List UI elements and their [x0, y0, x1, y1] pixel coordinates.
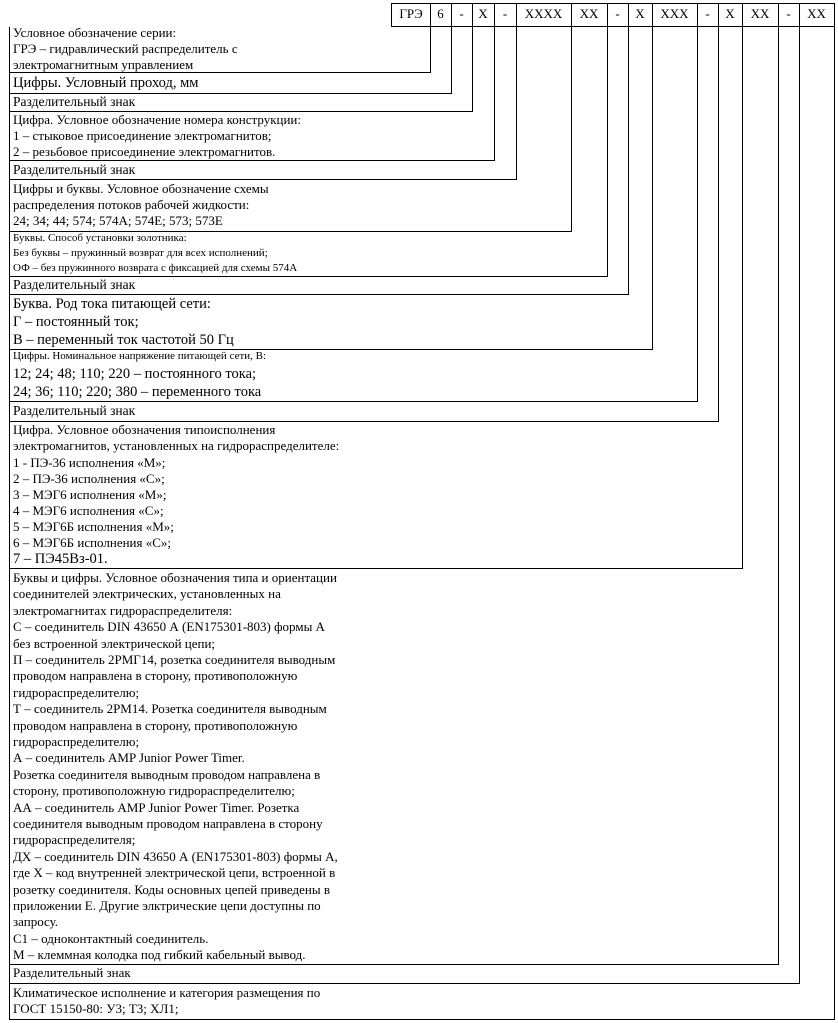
text-line: М – клеммная колодка под гибкий кабельный вывод.: [13, 947, 306, 963]
text-line: соединителя выводным проводом направлена в сторону: [13, 816, 323, 831]
text-line: сторону, противоположную гидрораспределителю;: [13, 783, 295, 799]
text-line: Буквы и цифры. Условное обозначения типа и ориентации: [13, 570, 337, 585]
text-line: электромагнитах гидрораспределителя:: [13, 602, 233, 618]
text-line: соединителей электрических, установленных на: [13, 586, 281, 602]
text-line: 2 – резьбовое присоединение электромагнитов.: [13, 144, 276, 159]
text-line: 24; 36; 110; 220; 380 – переменного тока: [13, 384, 262, 400]
text-line: проводом направлена в сторону, противоположную: [13, 717, 298, 733]
text-line: С – соединитель DIN 43650 А (EN175301-803) формы А: [13, 619, 325, 635]
text-line: гидрораспределителю;: [13, 734, 140, 749]
text-line: П – соединитель 2РМГ14, розетка соединителя выводным: [13, 652, 336, 667]
text-line: Цифра. Условное обозначение номера конструкции:: [13, 112, 301, 127]
text-line: 3 – МЭГ6 исполнения «М»;: [13, 487, 167, 502]
text-line: Без буквы – пружинный возврат для всех исполнений;: [13, 247, 268, 259]
text-line: Цифры. Номинальное напряжение питающей сети, В:: [13, 350, 267, 362]
text-line: Разделительный знак: [13, 965, 131, 980]
code-cell: XX: [807, 6, 826, 21]
text-line: 12; 24; 48; 110; 220 – постоянного тока;: [13, 366, 257, 382]
text-line: А – соединитель AMP Junior Power Timer.: [13, 750, 245, 766]
text-line: Розетка соединителя выводным проводом направлена в: [13, 766, 321, 782]
text-line: Разделительный знак: [13, 403, 136, 418]
text-line: 7 – ПЭ45Вз-01.: [13, 551, 108, 567]
text-line: приложении Е. Другие элктрические цепи доступны по: [13, 898, 321, 913]
code-cell: 6: [437, 6, 444, 21]
text-line: электромагнитов, установленных на гидрораспределителе:: [13, 438, 340, 453]
text-line: без встроенной электрической цепи;: [13, 635, 216, 651]
code-cell: XXX: [660, 6, 689, 21]
code-cell: -: [786, 6, 791, 21]
text-line: С1 – одноконтактный соединитель.: [13, 930, 209, 946]
code-cell: XX: [579, 6, 599, 21]
text-line: электромагнитным управлением: [13, 57, 194, 72]
text-line: 1 – стыковое присоединение электромагнитов;: [13, 128, 272, 143]
code-cell: -: [705, 6, 710, 21]
code-cell: X: [635, 6, 645, 21]
text-line: проводом направлена в сторону, противоположную: [13, 668, 298, 684]
text-line: ОФ – без пружинного возврата с фиксацией для схемы 574А: [13, 262, 298, 274]
code-cell: X: [478, 6, 488, 21]
text-line: Буква. Род тока питающей сети:: [13, 296, 211, 312]
text-line: Цифры. Условный проход, мм: [13, 75, 199, 91]
text-line: запросу.: [13, 914, 59, 930]
text-line: Цифра. Условное обозначения типоисполнения: [13, 422, 276, 437]
text-line: гидрораспределителя;: [13, 832, 136, 848]
text-line: Г – постоянный ток;: [13, 314, 139, 330]
code-cell: XXXX: [524, 6, 563, 21]
text-line: Климатическое исполнение и категория размещения по: [13, 985, 321, 1000]
text-line: Разделительный знак: [13, 277, 136, 292]
code-cell: XX: [750, 6, 770, 21]
code-cell: ГРЭ: [399, 6, 423, 21]
text-line: 5 – МЭГ6Б исполнения «М»;: [13, 519, 174, 534]
text-line: розетку соединителя. Коды основных цепей приведены в: [13, 881, 330, 897]
code-cell: -: [502, 6, 508, 21]
text-line: 1 - ПЭ-36 исполнения «М»;: [13, 455, 166, 470]
text-line: ГРЭ – гидравлический распределитель с: [13, 41, 238, 56]
text-line: Разделительный знак: [13, 94, 136, 109]
text-line: Буквы. Способ установки золотника:: [13, 232, 187, 244]
text-line: Условное обозначение серии:: [13, 25, 177, 40]
code-cell: -: [459, 6, 464, 21]
text-line: гидрораспределителю;: [13, 684, 140, 700]
text-line: В – переменный ток частотой 50 Гц: [13, 332, 234, 348]
text-line: Цифры и буквы. Условное обозначение схемы: [13, 181, 269, 196]
code-cell: -: [615, 6, 620, 21]
text-line: Т – соединитель 2РМ14. Розетка соединителя выводным: [13, 701, 327, 717]
text-line: АА – соединитель AMP Junior Power Timer. Розетка: [13, 799, 300, 815]
text-line: распределения потоков рабочей жидкости:: [13, 197, 250, 212]
text-line: где Х – код внутренней электрической цепи, встроенной в: [13, 865, 336, 881]
code-cell: X: [725, 6, 735, 21]
text-line: ДХ – соединитель DIN 43650 А (EN175301-803) формы А,: [13, 848, 338, 864]
text-line: 2 – ПЭ-36 исполнения «С»;: [13, 471, 165, 486]
text-line: 6 – МЭГ6Б исполнения «С»;: [13, 535, 172, 550]
text-line: Разделительный знак: [13, 162, 136, 177]
text-line: ГОСТ 15150-80: У3; Т3; ХЛ1;: [13, 1001, 179, 1016]
text-line: 24; 34; 44; 574; 574А; 574Е; 573; 573Е: [13, 213, 223, 228]
text-line: 4 – МЭГ6 исполнения «С»;: [13, 503, 164, 518]
